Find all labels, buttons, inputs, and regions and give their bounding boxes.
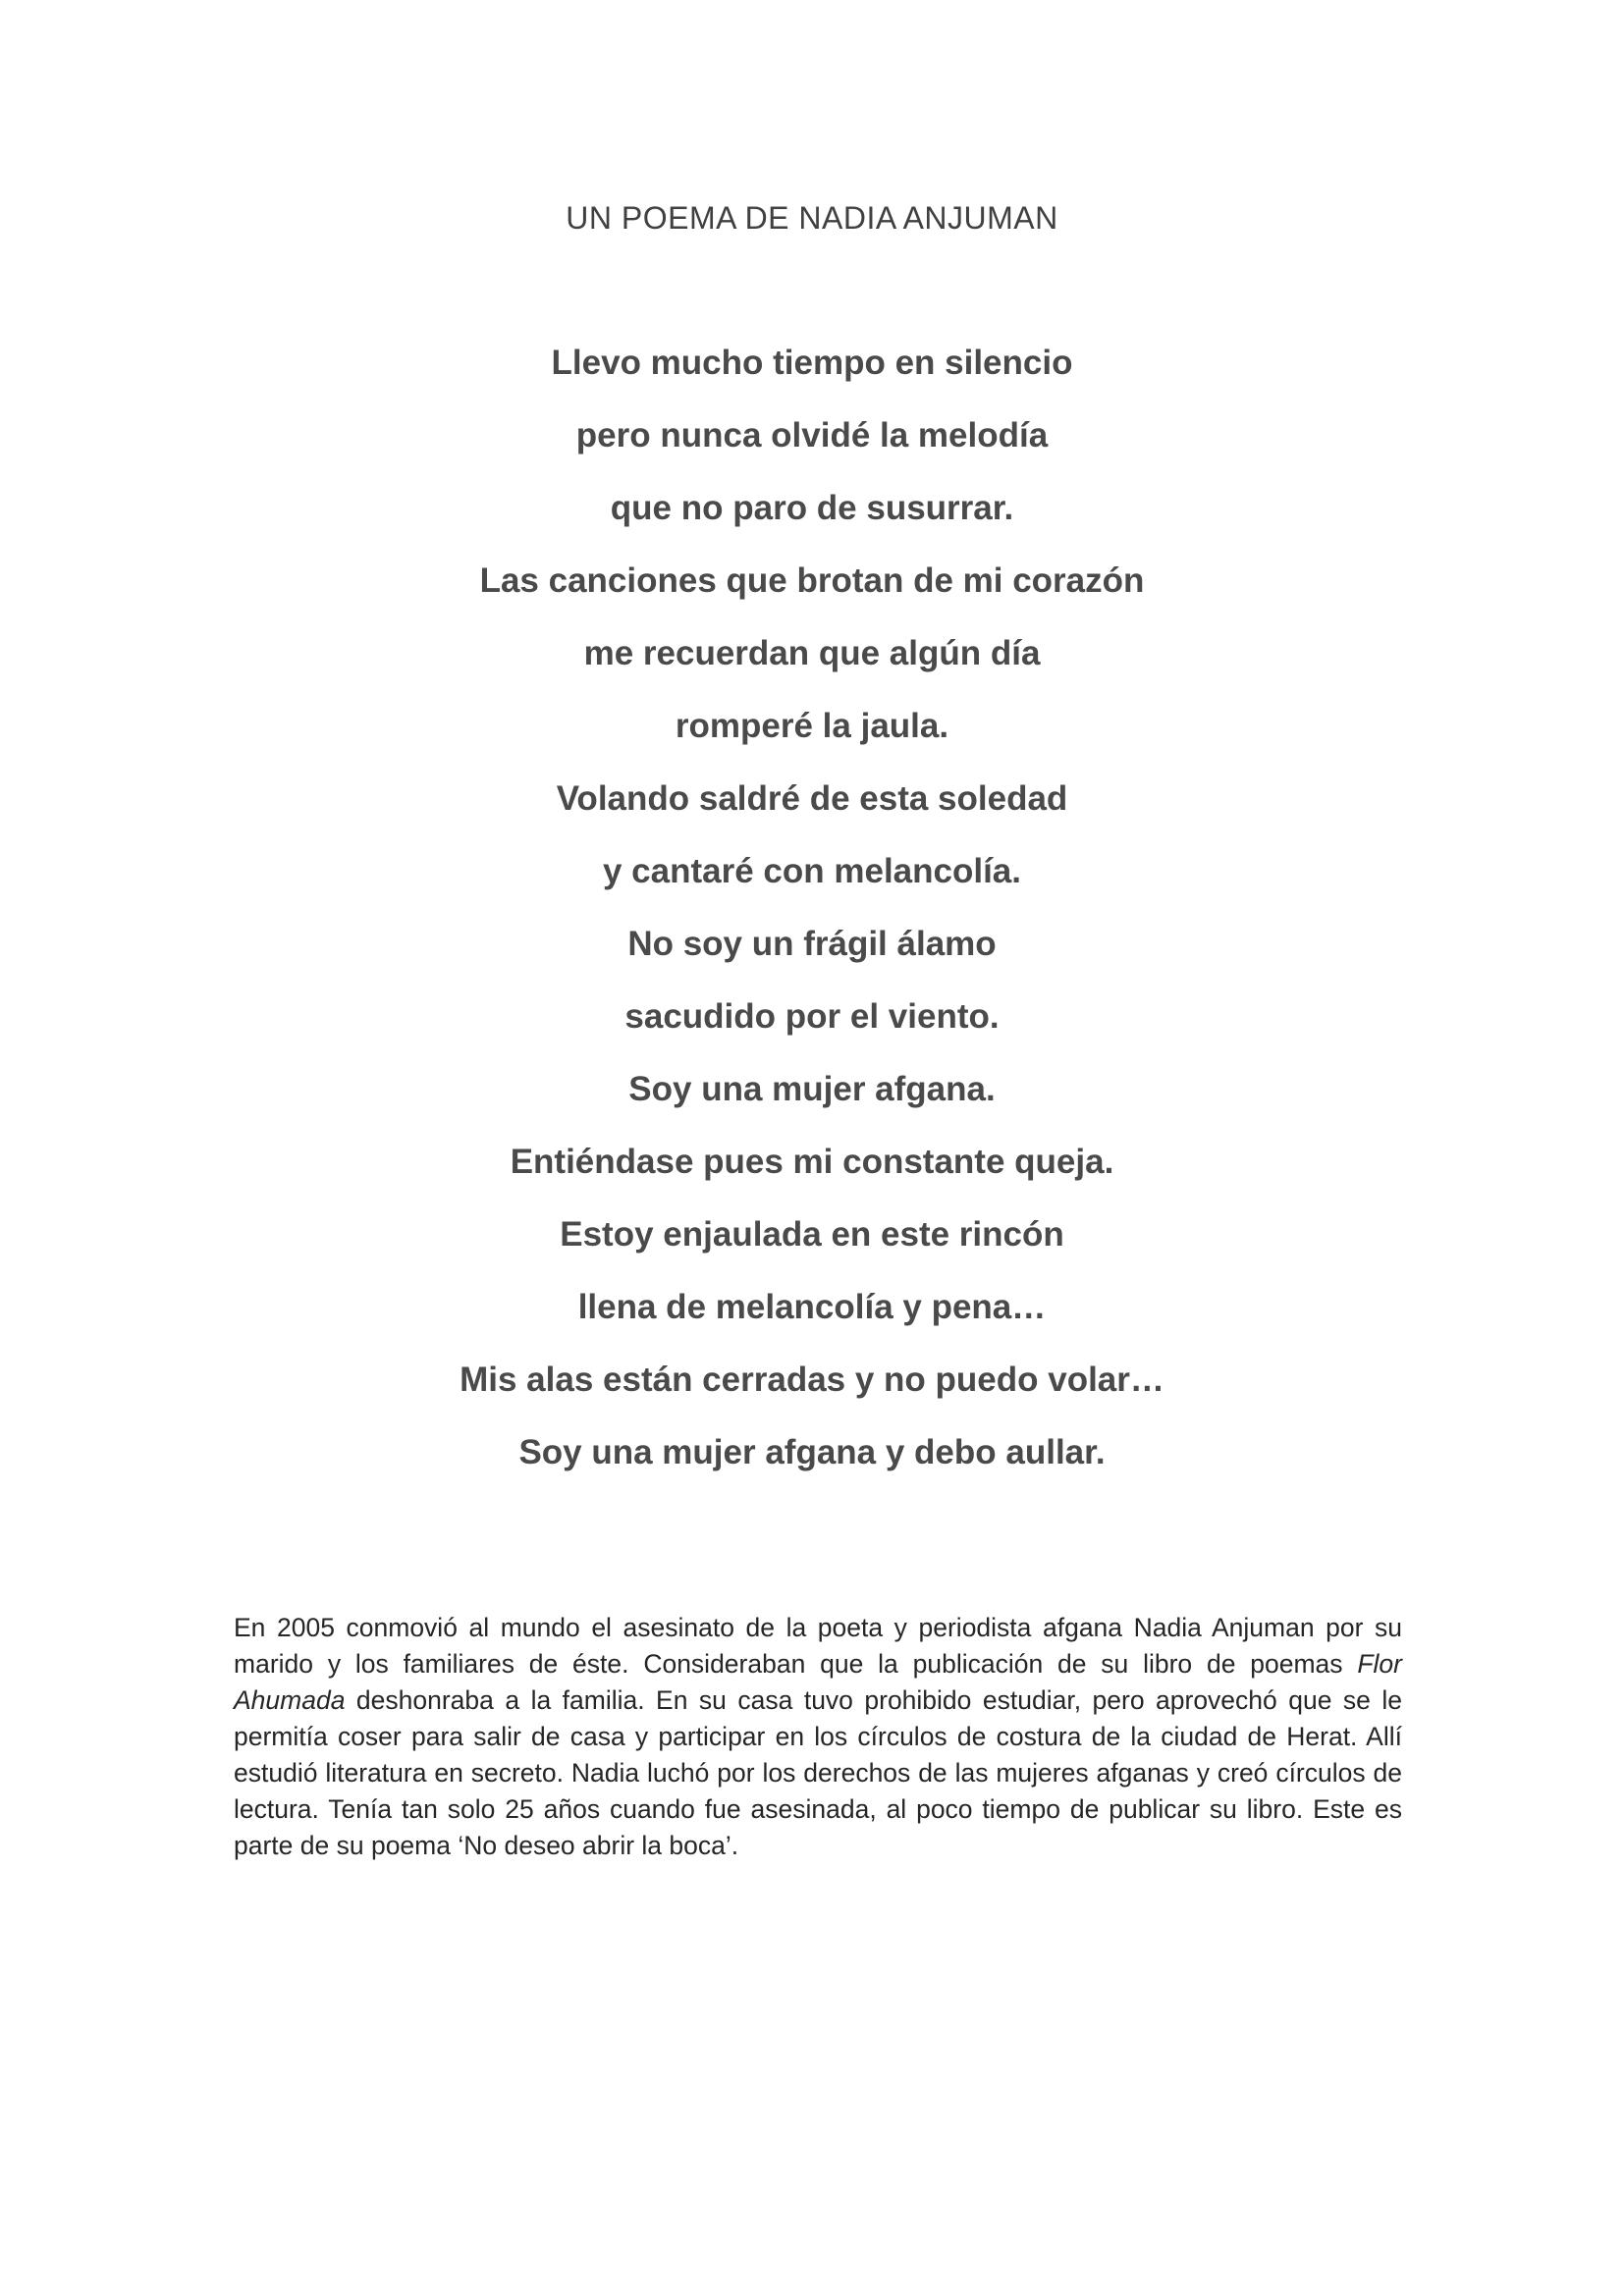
poem-line: pero nunca olvidé la melodía [575, 416, 1049, 454]
poem-line: y cantaré con melancolía. [602, 852, 1021, 890]
poem-line: No soy un frágil álamo [627, 925, 997, 963]
poem-line: Entiéndase pues mi constante queja. [510, 1143, 1114, 1181]
poem-line: Soy una mujer afgana. [628, 1070, 996, 1108]
bio-text-part1: En 2005 conmovió al mundo el asesinato de la poeta y periodista afgana Nadia Anjuman por su marido y los familiares de éste. Consideraban que la publicación de su libro de poemas [234, 1613, 1402, 1679]
poem-line: Volando saldré de esta soledad [556, 779, 1068, 818]
bio-text-part2: deshonraba a la familia. En su casa tuvo prohibido estudiar, pero aprovechó que se le permitía coser para salir de casa y participar en los círculos de costura de la ciudad de Herat. Allí estudió literatura en secreto. Nadia luchó por los derechos de las mujeres afganas y creó círculos de lectura. Tenía tan solo 25 años cuando fue asesinada, al poco tiempo de publicar su libro. Este es parte de su poema ‘No deseo abrir la boca’. [234, 1685, 1402, 1860]
poem-line: me recuerdan que algún día [583, 634, 1041, 672]
poem-line: que no paro de susurrar. [610, 489, 1014, 527]
poem-line: romperé la jaula. [675, 707, 949, 745]
poem-line: Llevo mucho tiempo en silencio [551, 344, 1073, 382]
poem-line: Las canciones que brotan de mi corazón [479, 561, 1145, 600]
page-title: UN POEMA DE NADIA ANJUMAN [566, 200, 1058, 236]
book-title: Flor Ahumada [234, 1649, 1402, 1715]
poem-line: sacudido por el viento. [624, 997, 1000, 1036]
poem-line: Soy una mujer afgana y debo aullar. [518, 1433, 1106, 1471]
poem-line: llena de melancolía y pena… [577, 1288, 1047, 1326]
poem [0, 339, 1624, 1501]
poem-line: Mis alas están cerradas y no puedo volar… [460, 1361, 1164, 1399]
poem-line: Estoy enjaulada en este rincón [560, 1215, 1064, 1254]
biography-paragraph [234, 1610, 1402, 1864]
